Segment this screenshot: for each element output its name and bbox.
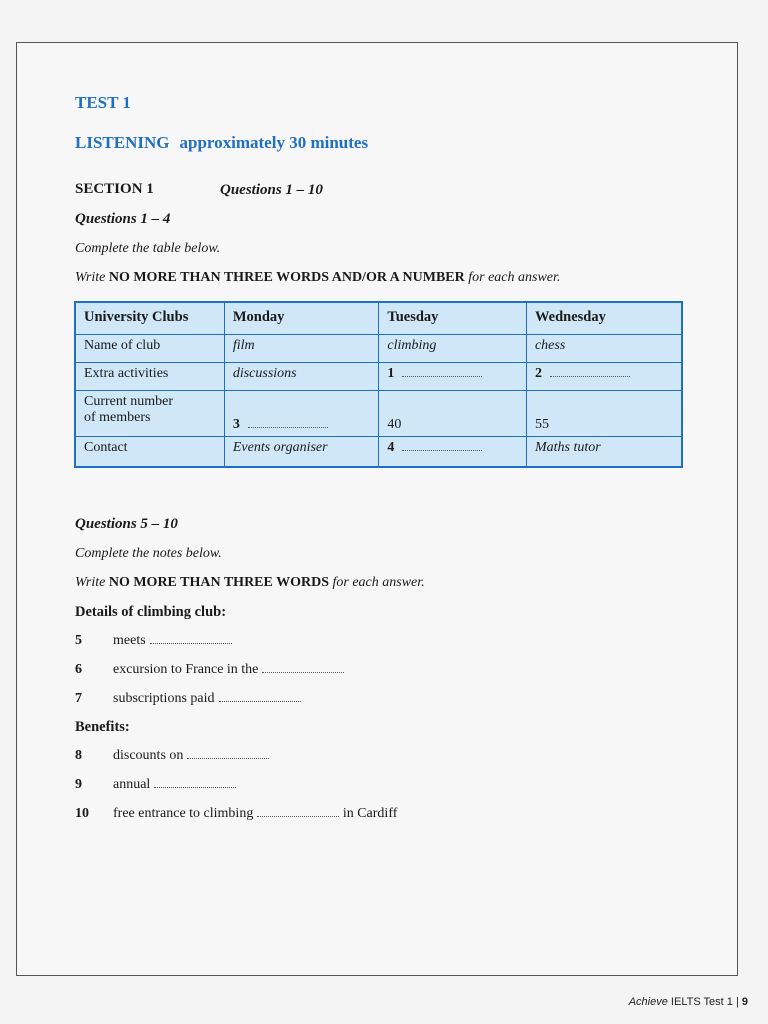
questions-5-10-instruction: Complete the notes below. [75, 546, 222, 561]
answer-blank [257, 806, 339, 817]
section-label: SECTION 1 [75, 181, 154, 197]
row-label: Name of club [75, 335, 224, 363]
footer-title: IELTS Test 1 [670, 996, 733, 1008]
table-header-cell: Wednesday [526, 302, 682, 335]
listening-heading [75, 133, 368, 153]
answer-blank [402, 366, 482, 377]
note-text: annual [113, 777, 151, 792]
answer-blank [187, 748, 269, 759]
answer-blank [150, 633, 232, 644]
row-label: Current number of members [75, 391, 224, 437]
answer-blank-cell [224, 391, 379, 437]
page-footer [629, 996, 748, 1008]
questions-1-4-instruction: Complete the table below. [75, 241, 221, 256]
answer-blank-cell [526, 363, 682, 391]
table-cell: 40 [379, 391, 527, 437]
questions-1-4-heading: Questions 1 – 4 [75, 211, 171, 227]
answer-blank [248, 417, 328, 428]
table-cell: 55 [526, 391, 682, 437]
details-heading: Details of climbing club: [75, 604, 227, 620]
footer-brand: Achieve [628, 996, 668, 1008]
question-number: 4 [387, 440, 395, 455]
benefits-heading: Benefits: [75, 719, 130, 735]
clubs-table [74, 301, 683, 468]
question-number: 8 [75, 748, 82, 763]
questions-5-10-heading: Questions 5 – 10 [75, 516, 178, 532]
test-title: TEST 1 [75, 93, 131, 112]
answer-blank-cell [379, 437, 527, 467]
answer-blank-cell [379, 363, 527, 391]
table-row [75, 335, 682, 363]
table-row [75, 391, 682, 437]
footer-separator: | [735, 996, 739, 1008]
table-header-cell: University Clubs [75, 302, 224, 335]
table-header-cell: Tuesday [379, 302, 527, 335]
answer-blank [262, 662, 344, 673]
question-number: 3 [232, 417, 240, 432]
table-cell: chess [526, 335, 682, 363]
section-questions-range: Questions 1 – 10 [220, 182, 323, 198]
questions-5-10-word-limit: Write NO MORE THAN THREE WORDS for each answer. [75, 575, 425, 590]
row-label: Extra activities [75, 363, 224, 391]
word-limit-bold: NO MORE THAN THREE WORDS [108, 575, 329, 590]
note-text: meets [113, 633, 146, 648]
answer-blank [154, 777, 236, 788]
table-cell: climbing [379, 335, 527, 363]
note-text: excursion to France in the [113, 662, 259, 677]
answer-blank [219, 691, 301, 702]
word-limit-bold: NO MORE THAN THREE WORDS AND/OR A NUMBER [108, 270, 465, 285]
answer-blank [550, 366, 630, 377]
question-number: 2 [534, 366, 542, 381]
answer-blank [402, 440, 482, 451]
note-text-after: in Cardiff [342, 806, 398, 821]
table-cell: Events organiser [224, 437, 379, 467]
table-cell: Maths tutor [526, 437, 682, 467]
note-text: free entrance to climbing [113, 806, 254, 821]
page-number: 9 [741, 996, 748, 1008]
question-number: 7 [75, 691, 82, 706]
question-number: 6 [75, 662, 82, 677]
table-cell: film [224, 335, 379, 363]
question-number: 5 [75, 633, 82, 648]
question-number: 1 [387, 366, 395, 381]
row-label: Contact [75, 437, 224, 467]
table-row [75, 363, 682, 391]
table-row [75, 437, 682, 467]
listening-label: LISTENING [75, 133, 170, 152]
question-number: 10 [75, 806, 89, 821]
table-header-cell: Monday [224, 302, 379, 335]
questions-1-4-word-limit: Write NO MORE THAN THREE WORDS AND/OR A NUMBER for each answer. [75, 270, 561, 285]
table-header-row [75, 302, 682, 335]
note-text: subscriptions paid [113, 691, 215, 706]
page-frame [16, 42, 738, 976]
note-text: discounts on [113, 748, 184, 763]
listening-duration: approximately 30 minutes [179, 133, 369, 152]
question-number: 9 [75, 777, 82, 792]
table-cell: discussions [224, 363, 379, 391]
